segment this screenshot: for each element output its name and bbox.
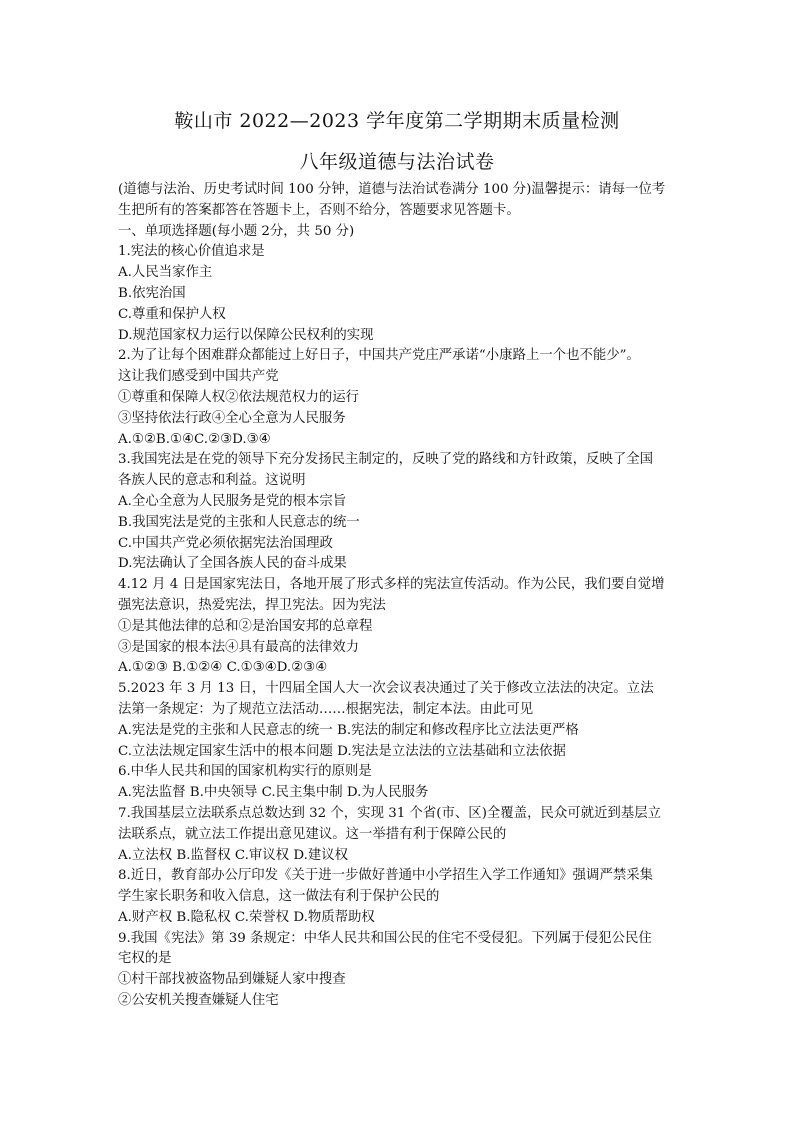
text-line: 8.近日，教育部办公厅印发《关于进一步做好普通中小学招生入学工作通知》强调严禁采集 — [118, 868, 654, 884]
text-line: A.宪法是党的主张和人民意志的统一 B.宪法的制定和修改程序比立法法更严格 — [118, 722, 579, 738]
text-line: D.宪法确认了全国各族人民的奋斗成果 — [118, 556, 347, 572]
text-line: D.规范国家权力运行以保障公民权利的实现 — [118, 327, 374, 343]
text-line: ②公安机关搜查嫌疑人住宅 — [118, 993, 279, 1009]
text-line: ①是其他法律的总和②是治国安邦的总章程 — [118, 618, 373, 634]
text-line: A.财产权 B.隐私权 C.荣誉权 D.物质帮助权 — [118, 909, 375, 925]
text-line: A.人民当家作主 — [118, 265, 213, 281]
text-line: C.中国共产党必须依据宪法治国理政 — [118, 535, 333, 551]
text-line: 这让我们感受到中国共产党 — [118, 369, 279, 385]
text-line: (道德与法治、历史考试时间 100 分钟，道德与法治试卷满分 100 分)温馨提示：请每一位考 — [118, 182, 666, 197]
exam-subtitle: 八年级道德与法治试卷 — [299, 151, 495, 173]
text-line: 各族人民的意志和利益。这说明 — [118, 473, 306, 489]
text-line: A.①②③ B.①②④ C.①③④D.②③④ — [118, 660, 328, 676]
text-line: ①村干部找被盗物品到嫌疑人家中搜查 — [118, 972, 346, 988]
text-line: 学生家长职务和收入信息，这一做法有利于保护公民的 — [118, 889, 440, 905]
text-line: 法联系点，就立法工作提出意见建议。这一举措有利于保障公民的 — [118, 826, 507, 842]
text-line: 强宪法意识，热爱宪法，捍卫宪法。因为宪法 — [118, 597, 386, 613]
text-line: 7.我国基层立法联系点总数达到 32 个，实现 31 个省(市、区)全覆盖，民众可就近到基层立 — [118, 805, 661, 821]
text-line: C.尊重和保护人权 — [118, 306, 226, 322]
text-line: 9.我国《宪法》第 39 条规定：中华人民共和国公民的住宅不受侵犯。下列属于侵犯公民住 — [118, 930, 652, 946]
text-line: ③坚持依法行政④全心全意为人民服务 — [118, 410, 346, 426]
text-line: 一、单项选择题(每小题 2分，共 50 分) — [118, 223, 355, 239]
text-line: ③是国家的根本法④具有最高的法律效力 — [118, 639, 360, 655]
text-line: 6.中华人民共和国的国家机构实行的原则是 — [118, 764, 372, 780]
text-line: A.立法权 B.监督权 C.审议权 D.建议权 — [118, 847, 349, 863]
exam-body — [118, 180, 678, 1012]
text-line: C.立法法规定国家生活中的根本问题 D.宪法是立法法的立法基础和立法依据 — [118, 743, 566, 759]
exam-title: 鞍山市 2022—2023 学年度第二学期期末质量检测 — [174, 110, 620, 132]
text-line: A.①②B.①④C.②③D.③④ — [118, 431, 271, 447]
text-line: B.我国宪法是党的主张和人民意志的统一 — [118, 514, 360, 530]
text-line: 5.2023 年 3 月 13 日，十四届全国人大一次会议表决通过了关于修改立法法的决定。立法 — [118, 681, 654, 697]
text-line: 4.12 月 4 日是国家宪法日，各地开展了形式多样的宪法宣传活动。作为公民，我们要自觉增 — [118, 577, 665, 593]
text-line: A.宪法监督 B.中央领导 C.民主集中制 D.为人民服务 — [118, 785, 429, 801]
text-line: 生把所有的答案都答在答题卡上，否则不给分，答题要求见答题卡。 — [118, 202, 520, 218]
text-line: 宅权的是 — [118, 951, 172, 967]
text-line: 法第一条规定：为了规范立法活动……根据宪法，制定本法。由此可见 — [118, 701, 534, 717]
text-line: B.依宪治国 — [118, 285, 186, 301]
text-line: A.全心全意为人民服务是党的根本宗旨 — [118, 493, 347, 509]
text-line: ①尊重和保障人权②依法规范权力的运行 — [118, 389, 360, 405]
text-line: 2.为了让每个困难群众都能过上好日子，中国共产党庄严承诺“小康路上一个也不能少”。 — [118, 348, 640, 364]
text-line: 1.宪法的核心价值追求是 — [118, 244, 265, 260]
text-line: 3.我国宪法是在党的领导下充分发扬民主制定的，反映了党的路线和方针政策，反映了全国 — [118, 452, 654, 468]
